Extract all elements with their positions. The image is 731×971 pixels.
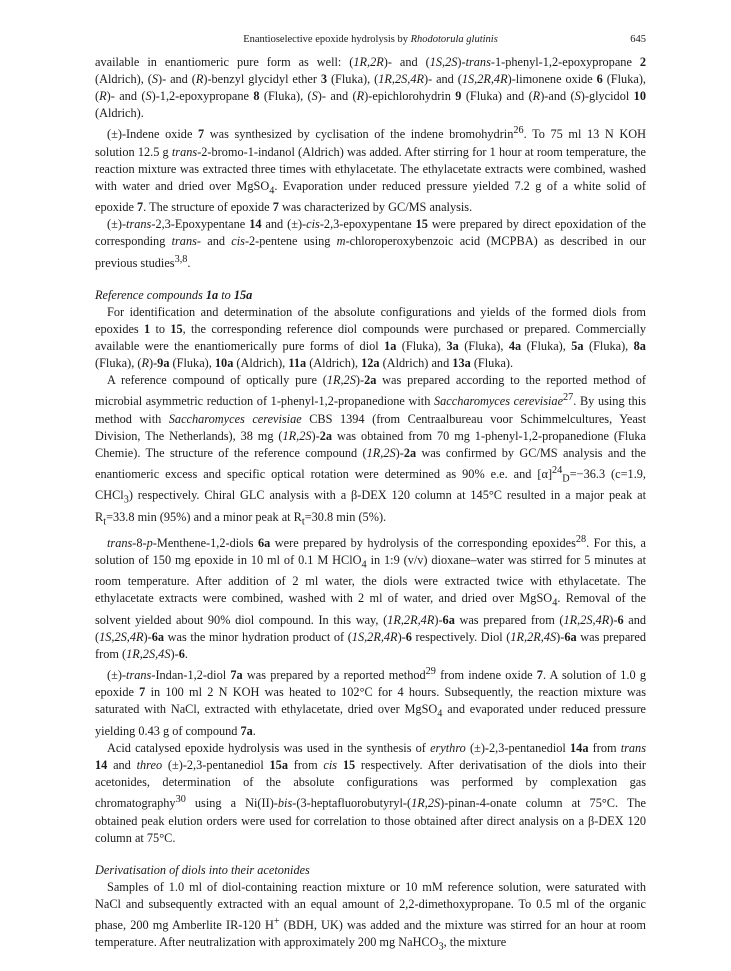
paragraph-pentanediols: Acid catalysed epoxide hydrolysis was used in the synthesis of erythro (±)-2,3-pentanediol 14a from trans 14 and threo (±)-2,3-pentanediol 15a from cis 15 respectively. After derivatisation of the diols into their acetonides, determination of the absolute configurations was performed by complexation gas chromatography$^{30}$ using a Ni(II)-bis-(3-heptafluorobutyryl-(1R,2S)-pinan-4-onate column at 75°C. The obtained peak elution orders were used for correlation to those obtained after direct analysis on a β-DEX 120 column at 75°C. <box>95 741 647 845</box>
section-heading-reference-compounds: Reference compounds 1a to 15a <box>95 287 253 302</box>
paragraph-indan-diol: (±)-trans-Indan-1,2-diol 7a was prepared by a reported method$^{29}$ from indene oxide 7. A solution of 1.0 g epoxide 7 in 100 ml 2 N KOH was heated to 102°C for 4 hours. Subsequently, the reaction mixture was saturated with NaCl, extracted with ethylacetate, dried over MgSO$_4$ and evaporated under reduced pressure yielding 0.43 g of compound 7a. <box>95 666 646 739</box>
paragraph-compound-2a: A reference compound of optically pure (1R,2S)-2a was prepared according to the reported method of microbial asymmetric reduction of 1-phenyl-1,2-propanedione with Saccharomyces cerevisiae$^{27}$. By using this method with Saccharomyces cerevisiae CBS 1394 (from Centraalbureau voor Schimmelcultures, Yeast Division, The Netherlands), 38 mg (1R,2S)-2a was obtained from 70 mg 1-phenyl-1,2-propanedione (Fluka Chemie). The structure of the reference compound (1R,2S)-2a was confirmed by GC/MS analysis and the enantiomeric excess and specific optical rotation were determined as 90% e.e. and $[\alpha]^{24}_D=-36.3$ (c=1.9, CHCl$_3$) respectively. Chiral GLC analysis with a β-DEX 120 column at 145°C resulted in a major peak at $R_t=33.8$ min (95%) and a minor peak at $R_t=30.8$ min (5%). <box>95 373 647 528</box>
paragraph-commercial-epoxides: available in enantiomeric pure form as well: (1R,2R)- and (1S,2S)-trans-1-phenyl-1,2-epoxypropane 2 (Aldrich), (S)- and (R)-benzyl glycidyl ether 3 (Fluka), (1R,2S,4R)- and (1S,2R,4R)-limonene oxide 6 (Fluka), (R)- and (S)-1,2-epoxypropane 8 (Fluka), (S)- and (R)-epichlorohydrin 9 (Fluka) and (R)-and (S)-glycidol 10 (Aldrich). <box>95 55 646 121</box>
section-heading-derivatisation: Derivatisation of diols into their acetonides <box>95 862 310 877</box>
running-title: Enantioselective epoxide hydrolysis by Rhodotorula glutinis <box>243 34 498 45</box>
page-number: 645 <box>630 34 646 45</box>
article-body <box>95 54 646 956</box>
paragraph-indene-oxide: (±)-Indene oxide 7 was synthesized by cyclisation of the indene bromohydrin$^{26}$. To 75 ml 13 N KOH solution 12.5 g trans-2-bromo-1-indanol (Aldrich) was added. After stirring for 1 hour at room temperature, the reaction mixture was extracted three times with ethylacetate. The ethylacetate extracts were combined, washed with water and dried over MgSO$_4$. Evaporation under reduced pressure yielded 7.2 g of a white solid of epoxide 7. The structure of epoxide 7 was characterized by GC/MS analysis. <box>95 125 646 215</box>
paragraph-reference-diols: For identification and determination of the absolute configurations and yields of the formed diols from epoxides 1 to 15, the corresponding reference diol compounds were purchased or prepared. Commercially available were the enantiomerically pure forms of diol 1a (Fluka), 3a (Fluka), 4a (Fluka), 5a (Fluka), 8a (Fluka), (R)-9a (Fluka), 10a (Aldrich), 11a (Aldrich), 12a (Aldrich) and 13a (Fluka). <box>95 304 646 371</box>
paragraph-acetonides: Samples of 1.0 ml of diol-containing reaction mixture or 10 mM reference solution, were saturated with NaCl and subsequently extracted with an equal amount of 2,2-dimethoxypropane. To 0.5 ml of the organic phase, 200 mg Amberlite IR-120 H+ (BDH, UK) was added and the mixture was stirred for an hour at room temperature. After neutralization with approximately 200 mg NaHCO$_3$, the mixture <box>95 879 646 953</box>
paragraph-menthene-diols: trans-8-p-Menthene-1,2-diols 6a were prepared by hydrolysis of the corresponding epoxides$^{28}$. For this, a solution of 150 mg epoxide in 10 ml of 0.1 M HClO$_4$ in 1:9 (v/v) dioxane–water was stirred for 5 minutes at room temperature. After addition of 2 ml water, the diols were extracted twice with ethylacetate. The ethylacetate extracts were combined, washed with 2 ml of water, and dried over MgSO$_4$. Removal of the solvent yielded about 90% diol compound. In this way, (1R,2R,4R)-6a was prepared from (1R,2S,4R)-6 and (1S,2S,4R)-6a was the minor hydration product of (1S,2R,4R)-6 respectively. Diol (1R,2R,4S)-6a was prepared from (1R,2S,4S)-6. <box>95 533 646 662</box>
paragraph-epoxypentanes: (±)-trans-2,3-Epoxypentane 14 and (±)-cis-2,3-epoxypentane 15 were prepared by direct epoxidation of the corresponding trans- and cis-2-pentene using m-chloroperoxybenzoic acid (MCPBA) as described in our previous studies$^{3,8}$. <box>95 217 647 270</box>
